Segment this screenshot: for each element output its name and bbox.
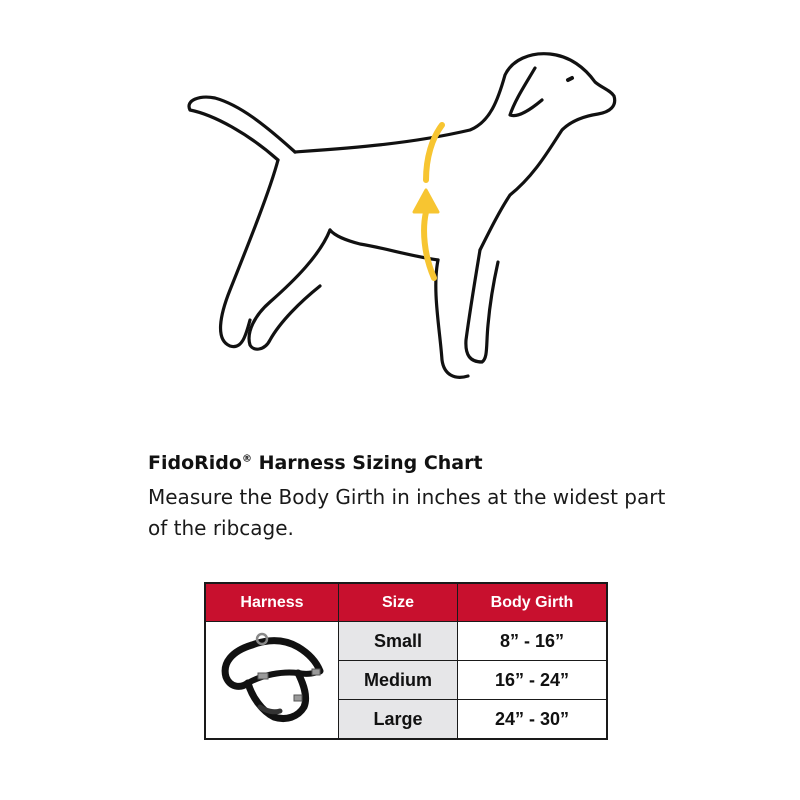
harness-product-image: [212, 625, 332, 735]
header-harness: Harness: [205, 583, 339, 622]
size-cell: Large: [339, 700, 458, 740]
dog-hind-leg-outline: [249, 230, 330, 349]
girth-cell: 8” - 16”: [458, 622, 608, 661]
dog-body-outline: [295, 54, 615, 250]
header-size: Size: [339, 583, 458, 622]
chart-title: [148, 452, 483, 474]
dog-ear-outline: [510, 68, 542, 116]
girth-arrow-head-icon: [414, 190, 438, 212]
dog-front-leg-back-outline: [436, 260, 468, 377]
dog-front-leg-outline: [466, 250, 498, 362]
girth-indicator-lower: [424, 212, 434, 278]
harness-sizing-table: [204, 582, 608, 740]
girth-indicator-upper: [426, 125, 442, 180]
table-row: [205, 622, 607, 661]
table-header-row: [205, 583, 607, 622]
girth-cell: 24” - 30”: [458, 700, 608, 740]
dog-tail-outline: [189, 97, 295, 160]
dog-hind-leg-back-outline: [221, 160, 278, 347]
brand-name: FidoRido: [148, 452, 242, 474]
chart-title-rest: Harness Sizing Chart: [251, 452, 483, 474]
registered-mark: ®: [241, 453, 252, 465]
dog-measurement-illustration: [170, 40, 630, 400]
girth-cell: 16” - 24”: [458, 661, 608, 700]
size-cell: Small: [339, 622, 458, 661]
size-cell: Medium: [339, 661, 458, 700]
dog-eye: [568, 78, 572, 80]
measurement-instructions: Measure the Body Girth in inches at the widest part of the ribcage.: [148, 485, 666, 540]
harness-image-cell: [205, 622, 339, 740]
header-body-girth: Body Girth: [458, 583, 608, 622]
